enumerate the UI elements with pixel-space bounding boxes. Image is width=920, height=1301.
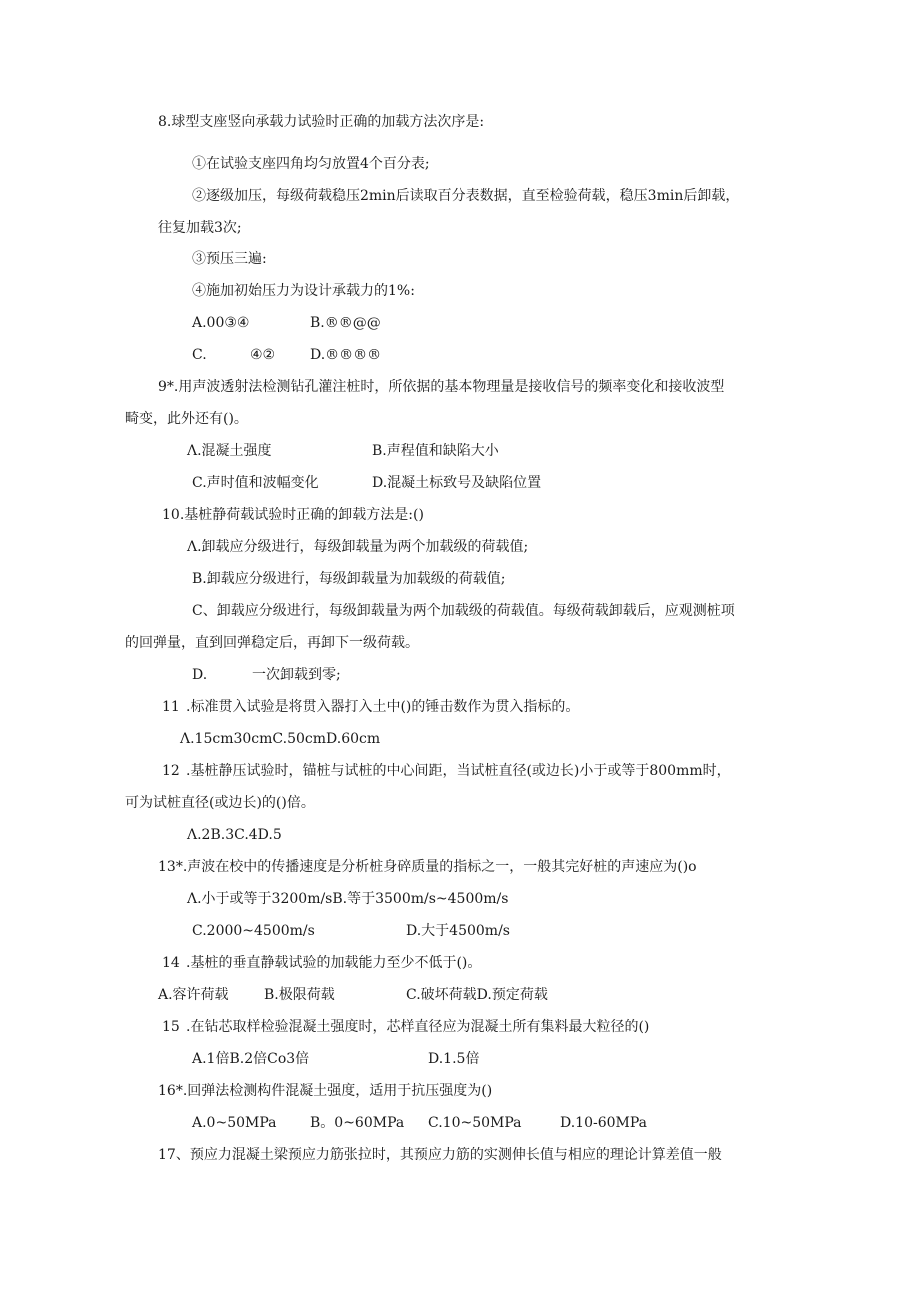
q8-option-b: B.®®@@ <box>310 315 381 331</box>
q8-option-c: C. <box>192 347 207 363</box>
q16-option-b: B。0~60MPa <box>310 1115 405 1131</box>
q9-option-b: B.声程值和缺陷大小 <box>372 443 499 459</box>
q11-options: Λ.15cm30cmC.50cmD.60cm <box>180 731 381 747</box>
q8-stem: 8.球型支座竖向承载力试验时正确的加载方法次序是: <box>158 114 485 130</box>
q14-number: 14 <box>162 955 180 971</box>
q8-option-d: D.®®®® <box>310 347 382 363</box>
q14-option-b: B.极限荷载 <box>264 987 335 1003</box>
q9-option-c: C.声时值和波幅变化 <box>192 475 319 491</box>
q11-number: 11 <box>162 699 180 715</box>
q12-stem: .基桩静压试验时，锚桩与试桩的中心间距，当试桩直径(或边长)小于或等于800mm时， <box>186 763 731 779</box>
q10-option-c-cont: 的回弹量，直到回弹稳定后，再卸下一级荷载。 <box>125 635 419 651</box>
q14-option-a: A.容许荷载 <box>158 987 229 1003</box>
q12-number: 12 <box>162 763 180 779</box>
q10-option-a: Λ.卸载应分级进行，每级卸载量为两个加载级的荷载值; <box>187 539 529 555</box>
q15-number: 15 <box>162 1019 180 1035</box>
q13-stem: 13*.声波在校中的传播速度是分析桩身碎质量的指标之一，一般其完好桩的声速应为()o <box>158 859 697 875</box>
q16-option-a: A.0~50MPa <box>192 1115 277 1131</box>
q8-step2-cont: 往复加载3次; <box>158 220 242 236</box>
q14-stem: .基桩的垂直静载试验的加载能力至少不低于()。 <box>186 955 482 971</box>
q9-option-d: D.混凝土标致号及缺陷位置 <box>372 475 542 491</box>
q13-option-d: D.大于4500m/s <box>406 923 510 939</box>
q8-option-a: A.00③④ <box>192 315 250 331</box>
q8-option-c-value: ④② <box>250 347 276 363</box>
q10-option-b: B.卸载应分级进行，每级卸载量为加载级的荷载值; <box>192 571 506 587</box>
q16-option-d: D.10-60MPa <box>560 1115 648 1131</box>
q8-step3: ③预压三遍: <box>192 251 267 267</box>
q15-option-abc: A.1倍B.2倍Co3倍 <box>192 1051 310 1067</box>
q12-options: Λ.2B.3C.4D.5 <box>187 827 282 843</box>
q8-step4: ④施加初始压力为设计承载力的1%: <box>192 283 415 299</box>
q10-option-d: D. <box>192 667 208 683</box>
q15-option-d: D.1.5倍 <box>428 1051 480 1067</box>
q10-option-c: C、卸载应分级进行，每级卸载量为两个加载级的荷载值。每级荷载卸载后，应观测桩项 <box>192 603 735 619</box>
q9-option-a: Λ.混凝土强度 <box>187 443 272 459</box>
q11-stem: .标准贯入试验是将贯入器打入土中()的锤击数作为贯入指标的。 <box>186 699 580 715</box>
q12-stem-cont: 可为试桩直径(或边长)的()倍。 <box>125 795 315 811</box>
q15-stem: .在钻芯取样检验混凝土强度时，芯样直径应为混凝土所有集料最大粒径的() <box>186 1019 650 1035</box>
q8-step2: ②逐级加压，每级荷载稳压2min后读取百分表数据，直至检验荷载，稳压3min后卸载， <box>192 188 740 204</box>
q17-stem: 17、预应力混凝土梁预应力筋张拉时，其预应力筋的实测伸长值与相应的理论计算差值一般 <box>158 1147 722 1163</box>
q16-stem: 16*.回弹法检测构件混凝土强度，适用于抗压强度为() <box>158 1083 493 1099</box>
q13-option-ab: Λ.小于或等于3200m/sB.等于3500m/s~4500m/s <box>187 891 509 907</box>
q10-stem: 10.基桩静荷载试验时正确的卸载方法是:() <box>162 507 424 523</box>
q16-option-c: C.10~50MPa <box>428 1115 522 1131</box>
q9-stem: 9*.用声波透射法检测钻孔灌注桩时，所依据的基本物理量是接收信号的频率变化和接收波型 <box>158 379 725 395</box>
q13-option-c: C.2000~4500m/s <box>192 923 315 939</box>
q9-stem-cont: 畸变，此外还有()。 <box>125 411 248 427</box>
q8-step1: ①在试验支座四角均匀放置4个百分表; <box>192 156 430 172</box>
q14-option-cd: C.破坏荷载D.预定荷载 <box>406 987 548 1003</box>
q10-option-d-text: 一次卸载到零; <box>252 667 341 683</box>
